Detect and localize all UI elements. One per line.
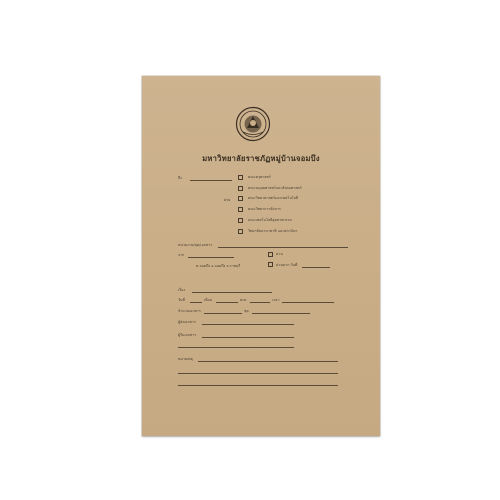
to-label: ถึง — [178, 176, 182, 180]
very-urgent-line — [302, 267, 330, 268]
option-checkbox[interactable] — [238, 218, 243, 223]
note-line-3 — [178, 385, 338, 386]
very-urgent-label: ด่วนมาก วันที่ — [276, 263, 298, 267]
option-checkbox[interactable] — [238, 196, 243, 201]
year-line — [250, 302, 270, 303]
sender-label: ผู้ส่งเอกสาร — [178, 320, 196, 324]
note-label: หมายเหตุ — [178, 357, 193, 361]
unit-label: ชุด — [244, 309, 249, 313]
dept-prefix: ฝ่าย — [224, 198, 231, 202]
receiver-line-2 — [178, 347, 294, 348]
date-line — [190, 302, 202, 303]
urgent-label: ด่วน — [276, 252, 283, 256]
count-line — [204, 313, 242, 314]
university-seal-icon — [235, 106, 271, 142]
option-label: คณะครุศาสตร์ — [248, 175, 271, 179]
option-label: คณะวิทยาศาสตร์และเทคโนโลยี — [248, 196, 299, 200]
option-label: คณะวิทยาการจัดการ — [248, 207, 281, 211]
count-label: จำนวนเอกสาร — [178, 309, 201, 313]
month-label: เดือน — [204, 298, 213, 302]
option-label: คณะเทคโนโลยีอุตสาหกรรม — [248, 218, 292, 222]
option-label: คณะมนุษยศาสตร์และสังคมศาสตร์ — [248, 186, 302, 190]
address-line: ต.จอมบึง อ.จอมบึง จ.ราชบุรี — [196, 264, 241, 268]
subject-label: เรื่อง — [178, 288, 186, 292]
from-line — [188, 257, 234, 258]
from-label: จาก — [178, 253, 185, 257]
very-urgent-checkbox[interactable] — [268, 262, 273, 267]
subject-line — [192, 292, 272, 293]
time-line — [282, 302, 334, 303]
option-checkbox[interactable] — [238, 229, 243, 234]
option-checkbox[interactable] — [238, 186, 243, 191]
receiver-label: ผู้รับเอกสาร — [178, 333, 197, 337]
month-line — [216, 302, 238, 303]
dept-line — [218, 247, 348, 248]
urgent-checkbox[interactable] — [268, 252, 273, 257]
university-title: มหาวิทยาลัยราชภัฏหมู่บ้านจอมบึง — [202, 154, 320, 163]
unit-line — [252, 313, 310, 314]
time-label: เวลา — [272, 298, 280, 302]
to-line — [190, 180, 232, 181]
dept-label: หน่วยงาน/ชุด/เอกสาร — [178, 243, 213, 247]
option-checkbox[interactable] — [238, 207, 243, 212]
sender-line — [202, 324, 294, 325]
option-label: วิทยาลัยนานาชาติ และสถาบันฯ — [248, 229, 298, 233]
envelope — [142, 76, 380, 436]
date-label: วันที่ — [178, 298, 185, 302]
note-line — [198, 361, 338, 362]
option-checkbox[interactable] — [238, 175, 243, 180]
note-line-2 — [178, 373, 338, 374]
receiver-line — [202, 337, 294, 338]
year-label: พ.ศ. — [240, 298, 247, 302]
